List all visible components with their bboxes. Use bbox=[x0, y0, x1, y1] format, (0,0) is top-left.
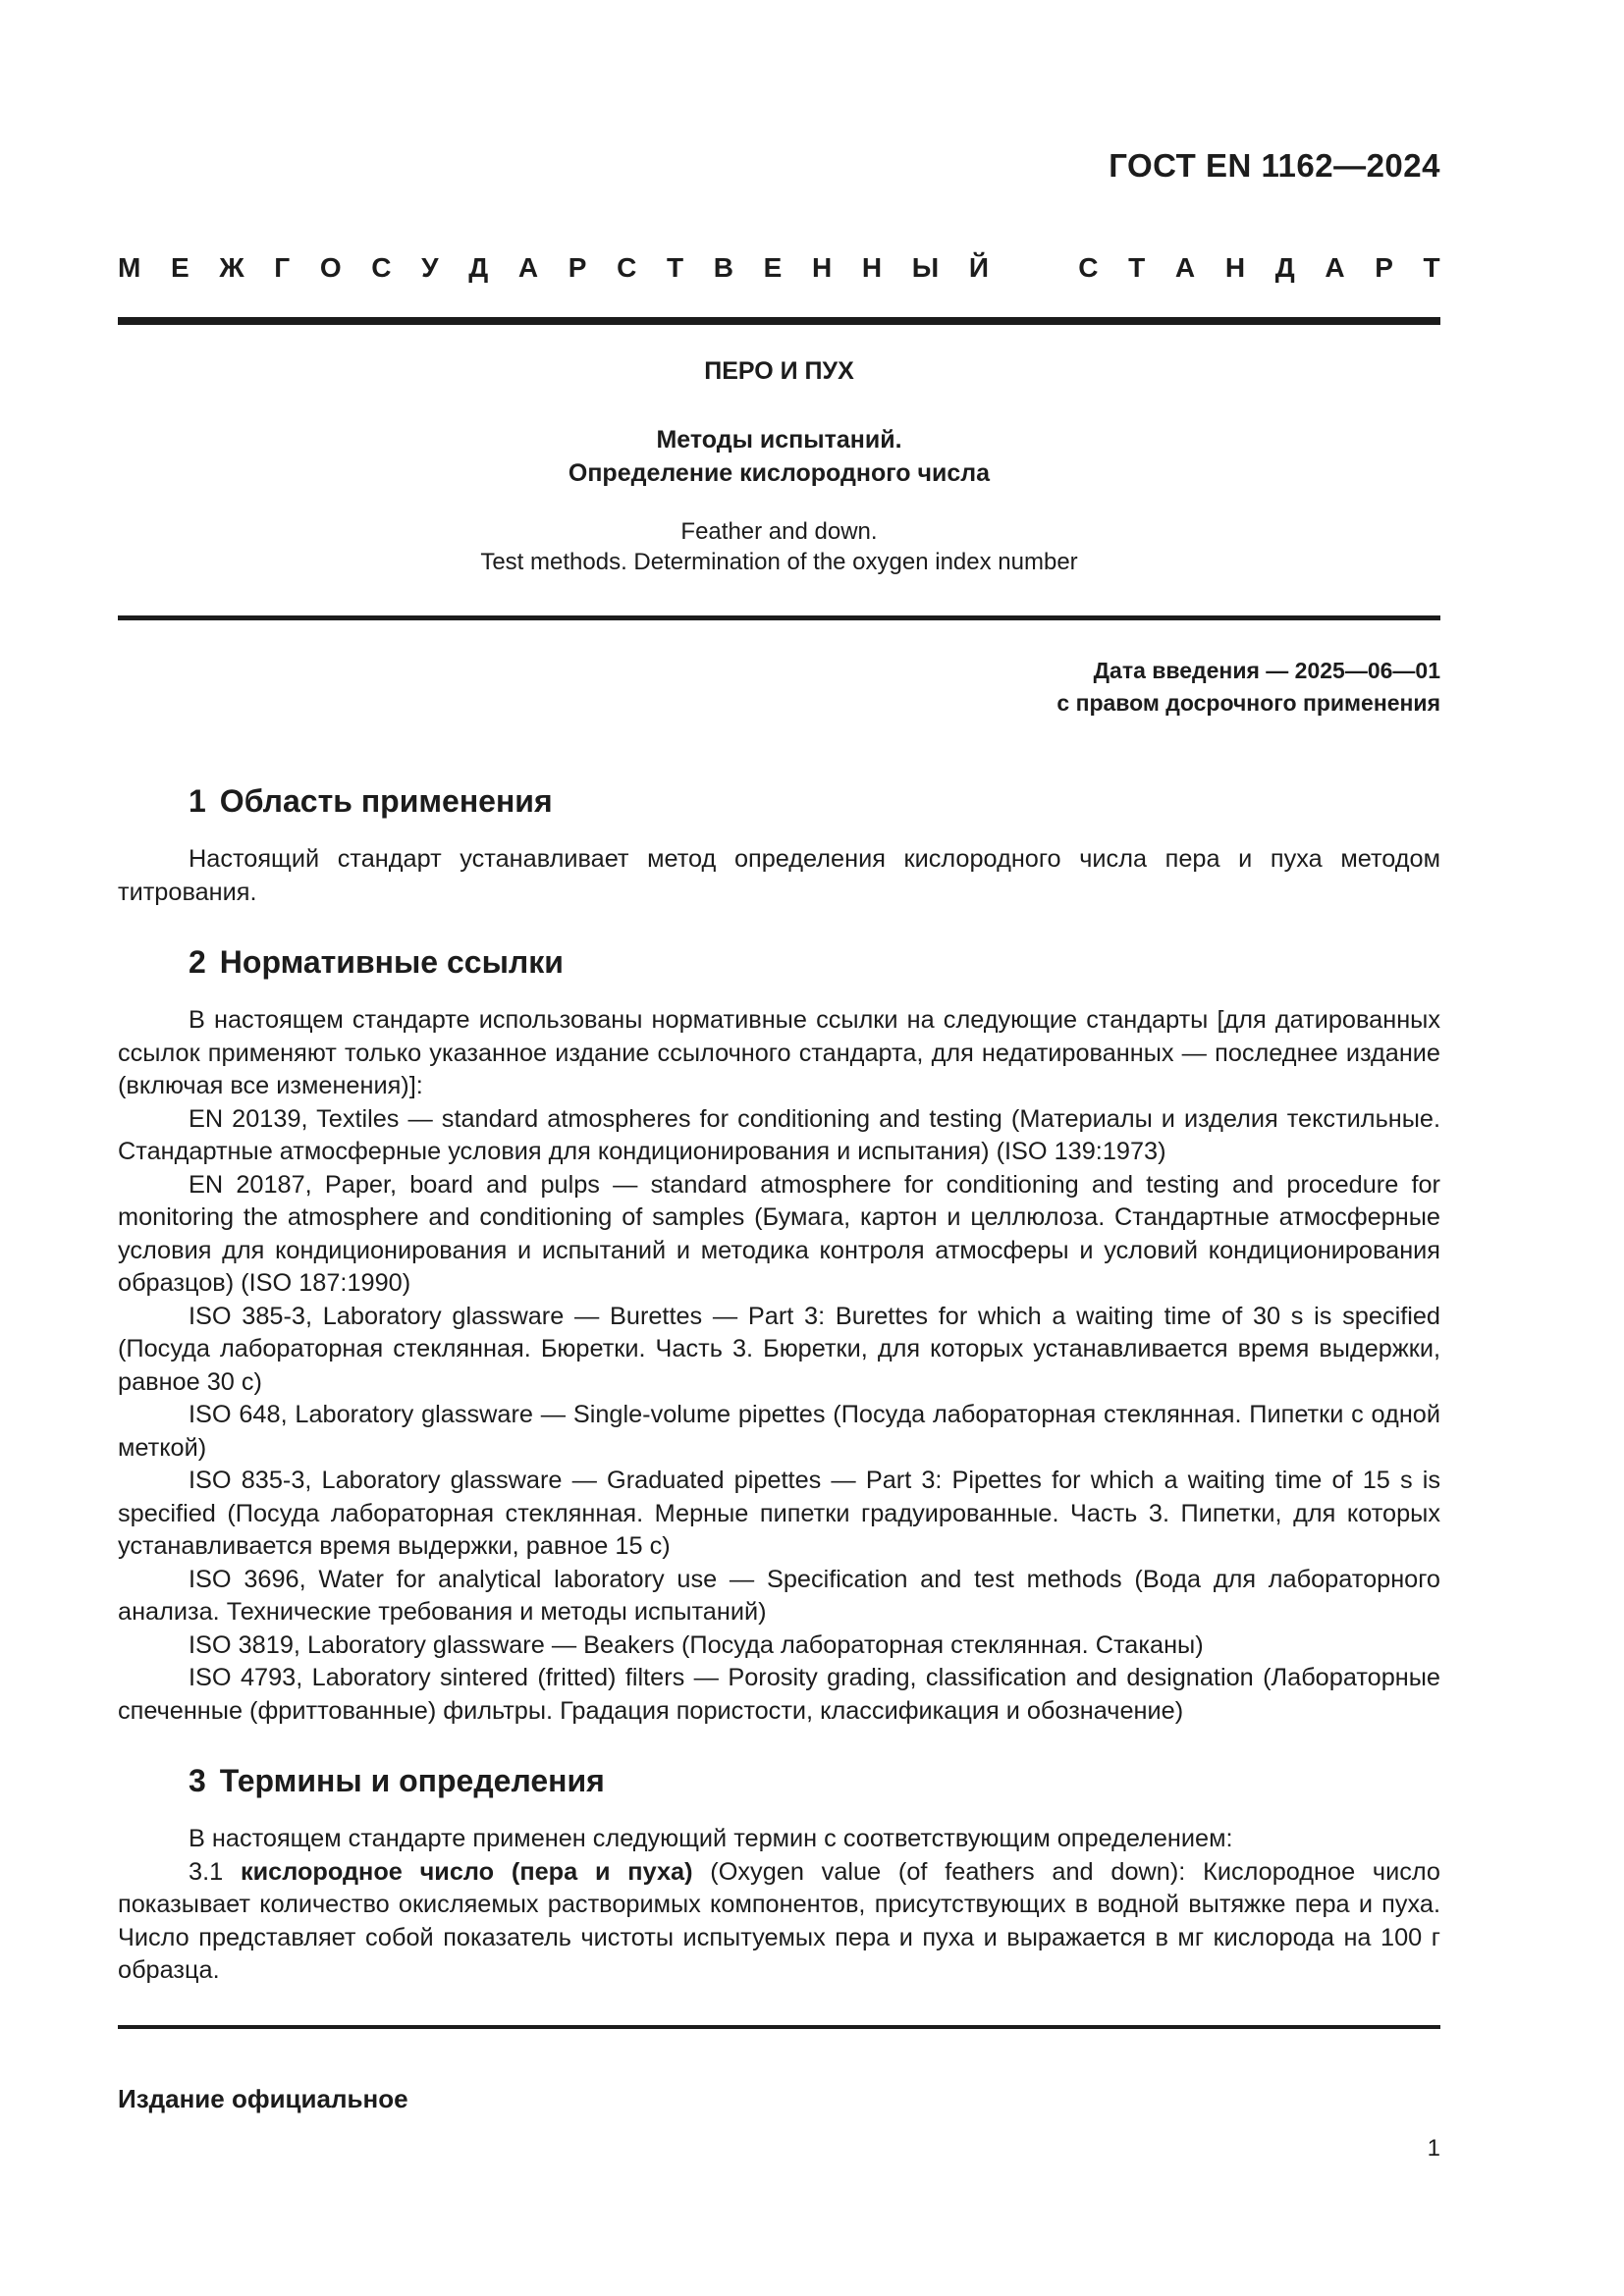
reference-item: ISO 648, Laboratory glassware — Single-volume pipettes (Посуда лабораторная стеклянная. Пипетки с одной меткой) bbox=[118, 1401, 1440, 1462]
early-application-line: с правом досрочного применения bbox=[1056, 690, 1440, 716]
letter: У bbox=[421, 252, 439, 283]
section-heading-1 bbox=[189, 783, 553, 820]
paragraph: В настоящем стандарте применен следующий термин с соответствующим определением: bbox=[189, 1825, 1233, 1852]
letter: А bbox=[1174, 252, 1196, 283]
document-title: ПЕРО И ПУХ bbox=[704, 357, 854, 385]
letter: Е bbox=[763, 252, 783, 283]
document-subtitle bbox=[118, 423, 1440, 490]
section-heading-3 bbox=[189, 1763, 605, 1799]
section-2-body bbox=[118, 1004, 1440, 1728]
letter: Р bbox=[568, 252, 587, 283]
footer-divider bbox=[118, 2025, 1440, 2029]
term-text: (Oxygen value (of feathers and down): Кислородное число показывает количество окисляемых растворимых компонентов, присутствующих в водной вытяжке пера и пуха. Число представляет собой показатель чистоты испытуемых пера и пуха и выражается в мг кислорода на 100 г образца. bbox=[118, 1857, 1441, 1984]
letter: Н bbox=[861, 252, 883, 283]
section-number: 2 bbox=[189, 944, 206, 980]
section-1-body bbox=[118, 843, 1440, 909]
section-number: 1 bbox=[189, 783, 206, 819]
letter: О bbox=[319, 252, 342, 283]
letter: С bbox=[617, 252, 637, 283]
introduction-date bbox=[1056, 655, 1440, 720]
interstate-standard-label bbox=[118, 252, 1440, 284]
document-code: ГОСТ EN 1162—2024 bbox=[1109, 147, 1440, 184]
term-definition bbox=[118, 1856, 1440, 1988]
letter: Т bbox=[666, 252, 684, 283]
section-title: Область применения bbox=[219, 783, 553, 819]
letter: Ж bbox=[219, 252, 244, 283]
paragraph: Настоящий стандарт устанавливает метод определения кислородного числа пера и пуха методом титрования. bbox=[118, 845, 1440, 906]
letter: Г bbox=[274, 252, 291, 283]
letter: Р bbox=[1375, 252, 1393, 283]
letter: А bbox=[1325, 252, 1345, 283]
reference-item: ISO 4793, Laboratory sintered (fritted) filters — Porosity grading, classification and designation (Лабораторные спеченные (фриттованные) фильтры. Градация пористости, классификация и обозначение) bbox=[118, 1664, 1440, 1725]
letter: Ы bbox=[911, 252, 940, 283]
paragraph: В настоящем стандарте использованы нормативные ссылки на следующие стандарты [для датированных ссылок применяют только указанное издание ссылочного стандарта, для недатированных — последнее издание (включая все изменения)]: bbox=[118, 1006, 1440, 1099]
subtitle-line: Определение кислородного числа bbox=[568, 459, 991, 487]
letter: Т bbox=[1423, 252, 1440, 283]
letter: Н bbox=[811, 252, 833, 283]
english-title-line: Feather and down. bbox=[680, 518, 878, 545]
letter: Н bbox=[1224, 252, 1246, 283]
section-title: Нормативные ссылки bbox=[219, 944, 564, 980]
reference-item: EN 20187, Paper, board and pulps — standard atmosphere for conditioning and testing and procedure for monitoring the atmosphere and conditioning of samples (Бумага, картон и целлюлоза. Стандартные атмосферные условия для кондиционирования и испытаний и методика контроля атмосферы и условий кондиционирования образцов) (ISO 187:1990) bbox=[118, 1170, 1440, 1297]
intro-date-line: Дата введения — 2025—06—01 bbox=[1093, 658, 1440, 683]
reference-item: ISO 385-3, Laboratory glassware — Burettes — Part 3: Burettes for which a waiting time of 30 s is specified (Посуда лабораторная стеклянная. Бюретки. Часть 3. Бюретки, для которых устанавливается время выдержки, равное 30 с) bbox=[118, 1302, 1440, 1396]
letter: Д bbox=[468, 252, 489, 283]
term-name: кислородное число (пера и пуха) bbox=[240, 1857, 693, 1886]
section-title: Термины и определения bbox=[219, 1763, 605, 1798]
header-divider bbox=[118, 317, 1440, 325]
subtitle-line: Методы испытаний. bbox=[656, 426, 902, 454]
letter: Й bbox=[968, 252, 989, 283]
term-number: 3.1 bbox=[189, 1857, 224, 1886]
section-heading-2 bbox=[189, 944, 564, 981]
letter: Д bbox=[1274, 252, 1295, 283]
reference-item: ISO 3696, Water for analytical laboratory use — Specification and test methods (Вода для лабораторного анализа. Технические требования и методы испытаний) bbox=[118, 1565, 1440, 1626]
letter: В bbox=[713, 252, 733, 283]
reference-item: EN 20139, Textiles — standard atmospheres for conditioning and testing (Материалы и изделия текстильные. Стандартные атмосферные условия для кондиционирования и испытания) (ISO 139:1973) bbox=[118, 1104, 1440, 1165]
letter: Е bbox=[170, 252, 189, 283]
section-number: 3 bbox=[189, 1763, 206, 1798]
official-edition-label: Издание официальное bbox=[118, 2084, 408, 2113]
letter: Т bbox=[1128, 252, 1146, 283]
word-gap bbox=[1019, 252, 1049, 284]
english-title bbox=[118, 516, 1440, 577]
title-divider bbox=[118, 615, 1440, 620]
reference-item: ISO 3819, Laboratory glassware — Beakers (Посуда лабораторная стеклянная. Стаканы) bbox=[189, 1630, 1204, 1659]
reference-item: ISO 835-3, Laboratory glassware — Graduated pipettes — Part 3: Pipettes for which a waiting time of 15 s is specified (Посуда лабораторная стеклянная. Мерные пипетки градуированные. Часть 3. Пипетки, для которых устанавливается время выдержки, равное 15 с) bbox=[118, 1467, 1440, 1560]
letter: М bbox=[118, 252, 141, 283]
letter: С bbox=[1078, 252, 1099, 283]
page-number: 1 bbox=[1427, 2135, 1440, 2162]
letter: С bbox=[371, 252, 392, 283]
letter: А bbox=[517, 252, 539, 283]
english-title-line: Test methods. Determination of the oxygen index number bbox=[480, 549, 1078, 575]
section-3-body bbox=[118, 1823, 1440, 1988]
